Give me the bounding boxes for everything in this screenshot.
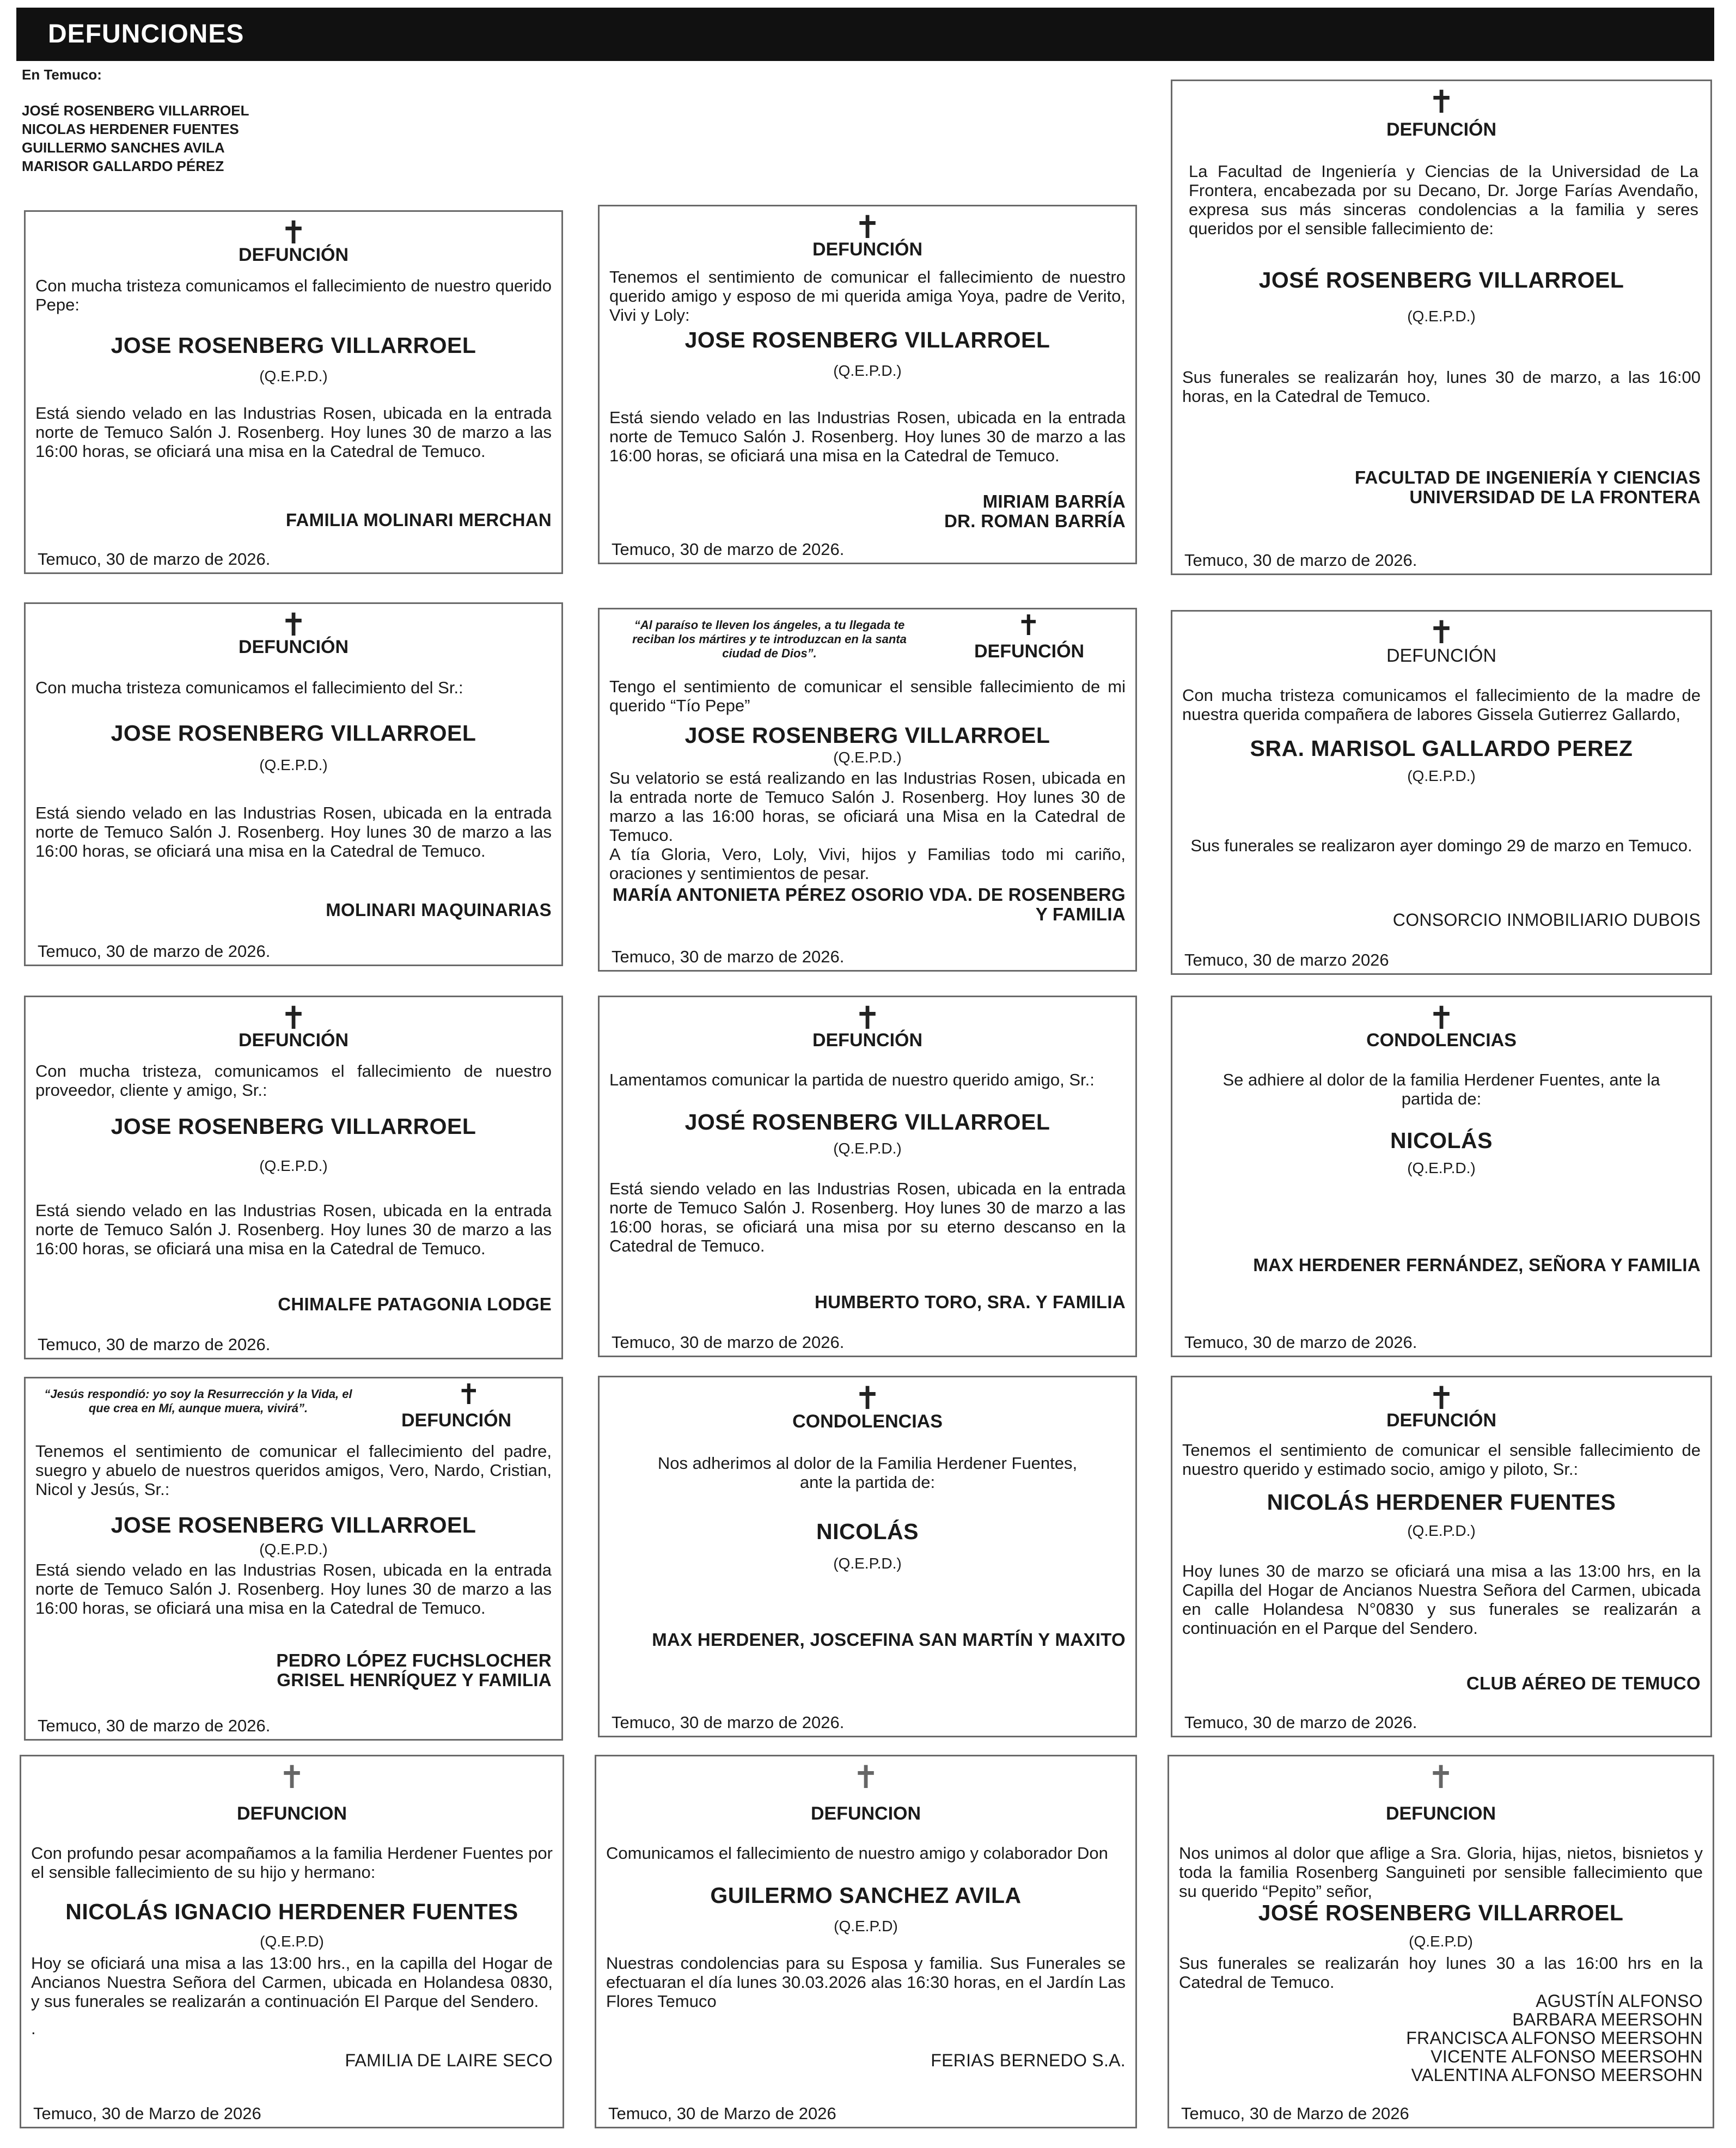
card-intro: Tenemos el sentimiento de comunicar el sensible fallecimiento de nuestro querido y estimado socio, amigo y piloto, Sr.:	[1182, 1441, 1701, 1479]
cross-icon: ✝	[1427, 1759, 1454, 1796]
card-intro: La Facultad de Ingeniería y Ciencias de la Universidad de La Frontera, encabezada por su Decano, Dr. Jorge Farías Avendaño, expresa sus más sinceras condolencias a la familia y seres queridos por el sensible fallecimiento de:	[1189, 162, 1698, 238]
card-heading: CONDOLENCIAS	[792, 1411, 943, 1432]
signer-line: GRISEL HENRÍQUEZ Y FAMILIA	[277, 1670, 552, 1690]
qepd-label: (Q.E.P.D.)	[1407, 308, 1476, 325]
card-body: Nuestras condolencias para su Esposa y familia. Sus Funerales se efectuaran el día lunes 30.03.2026 alas 16:30 horas, en el Jardín Las Flores Temuco	[606, 1954, 1126, 2011]
card-intro: Tenemos el sentimiento de comunicar el fallecimiento de nuestro querido amigo y esposo de mi querida amiga Yoya, padre de Verito, Vivi y Loly:	[609, 267, 1126, 325]
card-body: Hoy lunes 30 de marzo se oficiará una misa a las 13:00 hrs, en la Capilla del Hogar de Ancianos Nuestra Señora del Carmen, ubicada en calle Holandesa N°0830 y sus funerales se realizarán a continuación en el Parque del Sendero.	[1182, 1561, 1701, 1638]
card-intro: Tengo el sentimiento de comunicar el sensible fallecimiento de mi querido “Tío Pepe”	[609, 677, 1126, 715]
card-intro: Con mucha tristeza comunicamos el fallecimiento de la madre de nuestra querida compañera de labores Gissela Gutierrez Gallardo,	[1182, 686, 1701, 724]
deceased-name: SRA. MARISOL GALLARDO PEREZ	[1250, 736, 1633, 761]
signer-line: MOLINARI MAQUINARIAS	[326, 900, 552, 920]
signer-line: VALENTINA ALFONSO MEERSOHN	[1411, 2065, 1703, 2085]
card-signer	[944, 492, 1126, 531]
card-date: Temuco, 30 de marzo de 2026.	[612, 947, 845, 966]
card-signer	[931, 2051, 1126, 2070]
card-body: Sus funerales se realizaron ayer domingo 29 de marzo en Temuco.	[1190, 836, 1692, 855]
obituary-card	[20, 1755, 564, 2128]
cross-icon: ✝	[854, 209, 881, 246]
obituary-card	[24, 1377, 563, 1741]
obituary-card	[1171, 996, 1712, 1357]
card-body: Sus funerales se realizarán hoy, lunes 30 de marzo, a las 16:00 horas, en la Catedral de Temuco.	[1182, 368, 1701, 406]
card-intro: Nos adherimos al dolor de la Familia Herdener Fuentes, ante la partida de:	[657, 1454, 1078, 1492]
card-signer	[326, 900, 552, 920]
signer-line: FAMILIA DE LAIRE SECO	[345, 2051, 553, 2070]
card-heading: DEFUNCIÓN	[401, 1410, 512, 1431]
card-heading: DEFUNCIÓN	[812, 1030, 923, 1051]
card-date: Temuco, 30 de marzo de 2026.	[612, 540, 845, 559]
card-date: Temuco, 30 de marzo de 2026.	[1184, 551, 1417, 570]
card-signer	[276, 1651, 552, 1690]
card-date: Temuco, 30 de marzo de 2026.	[612, 1713, 845, 1732]
qepd-label: (Q.E.P.D.)	[1407, 767, 1476, 784]
deceased-name: JOSE ROSENBERG VILLARROEL	[111, 1512, 476, 1537]
cross-icon: ✝	[457, 1378, 481, 1411]
qepd-label: (Q.E.P.D.)	[1407, 1160, 1476, 1176]
card-body: Está siendo velado en las Industrias Rosen, ubicada en la entrada norte de Temuco Salón J. Rosenberg. Hoy lunes 30 de marzo a las 16:00 horas, se oficiará una misa en la Catedral de Temuco.	[35, 1201, 552, 1258]
obituary-card	[598, 1376, 1137, 1737]
card-signer	[815, 1292, 1126, 1312]
card-date: Temuco, 30 de marzo de 2026.	[38, 1335, 271, 1354]
cross-icon: ✝	[1428, 83, 1455, 120]
header-bar	[16, 8, 1714, 61]
card-intro: Nos unimos al dolor que aflige a Sra. Gloria, hijas, nietos, bisnietos y toda la familia Rosenberg Sanguineti por sensible fallecimiento que su querido “Pepito” señor,	[1179, 1844, 1703, 1901]
obituary-card	[24, 210, 563, 574]
card-intro: Con mucha tristeza comunicamos el fallecimiento del Sr.:	[35, 678, 463, 697]
intro-name: GUILLERMO SANCHES AVILA	[22, 139, 225, 156]
obituary-card	[1171, 610, 1712, 975]
intro-name: NICOLAS HERDENER FUENTES	[22, 121, 239, 137]
card-body: Está siendo velado en las Industrias Rosen, ubicada en la entrada norte de Temuco Salón J. Rosenberg. Hoy lunes 30 de marzo a las 16:00 horas, se oficiará una misa en la Catedral de Temuco.	[35, 803, 552, 861]
signer-line: DR. ROMAN BARRÍA	[944, 511, 1126, 531]
signer-line: Y FAMILIA	[1035, 904, 1126, 924]
card-intro: Se adhiere al dolor de la familia Herdener Fuentes, ante la partida de:	[1222, 1070, 1660, 1108]
card-heading: DEFUNCION	[810, 1803, 921, 1824]
card-heading: DEFUNCIÓN	[238, 1030, 349, 1051]
card-body: Hoy se oficiará una misa a las 13:00 hrs., en la capilla del Hogar de Ancianos Nuestra Señora del Carmen, ubicada en Holandesa 0830, y sus funerales se realizarán a continuación El Parque del Sendero.	[31, 1954, 553, 2011]
card-intro: Comunicamos el fallecimiento de nuestro amigo y colaborador Don	[606, 1844, 1108, 1863]
intro-label: En Temuco:	[22, 66, 102, 83]
card-body: Está siendo velado en las Industrias Rosen, ubicada en la entrada norte de Temuco Salón J. Rosenberg. Hoy lunes 30 de marzo a las 16:00 horas, se oficiará una misa en la Catedral de Temuco.	[35, 1560, 552, 1618]
obituary-card	[595, 1755, 1137, 2128]
qepd-label: (Q.E.P.D.)	[833, 749, 902, 766]
cross-icon: ✝	[854, 999, 881, 1036]
qepd-label: (Q.E.P.D.)	[833, 1140, 902, 1157]
signer-line: FAMILIA MOLINARI MERCHAN	[285, 510, 552, 530]
signer-line: MAX HERDENER FERNÁNDEZ, SEÑORA Y FAMILIA	[1253, 1255, 1701, 1275]
card-body: Está siendo velado en las Industrias Rosen, ubicada en la entrada norte de Temuco Salón J. Rosenberg. Hoy lunes 30 de marzo a las 16:00 horas, se oficiará una misa en la Catedral de Temuco.	[609, 408, 1126, 465]
deceased-name: NICOLÁS	[1390, 1128, 1493, 1153]
card-signer	[345, 2051, 553, 2070]
card-signer	[1253, 1255, 1701, 1275]
deceased-name: JOSE ROSENBERG VILLARROEL	[684, 327, 1050, 352]
signer-line: MARÍA ANTONIETA PÉREZ OSORIO VDA. DE ROSENBERG	[612, 884, 1126, 905]
qepd-label: (Q.E.P.D.)	[833, 1555, 902, 1572]
card-quote: “Jesús respondió: yo soy la Resurrección y la Vida, el que crea en Mí, aunque muera, vivirá”.	[44, 1387, 352, 1415]
signer-line: MAX HERDENER, JOSCEFINA SAN MARTÍN Y MAXITO	[652, 1630, 1126, 1650]
cross-icon: ✝	[280, 999, 307, 1036]
signer-line: UNIVERSIDAD DE LA FRONTERA	[1409, 487, 1701, 507]
card-heading: DEFUNCIÓN	[974, 641, 1085, 662]
card-date: Temuco, 30 de marzo de 2026.	[38, 942, 271, 961]
intro-list	[22, 65, 249, 175]
card-heading: DEFUNCIÓN	[238, 245, 349, 265]
card-body: Está siendo velado en las Industrias Rosen, ubicada en la entrada norte de Temuco Salón J. Rosenberg. Hoy lunes 30 de marzo a las 16:00 horas, se oficiará una misa por su eterno descanso en la Catedral de Temuco.	[609, 1179, 1126, 1255]
obituary-card	[1171, 1376, 1712, 1737]
signer-line: MIRIAM BARRÍA	[982, 491, 1126, 511]
signer-line: PEDRO LÓPEZ FUCHSLOCHER	[276, 1650, 552, 1670]
qepd-label: (Q.E.P.D)	[834, 1918, 898, 1935]
intro-name: JOSÉ ROSENBERG VILLARROEL	[22, 102, 249, 119]
deceased-name: JOSÉ ROSENBERG VILLARROEL	[1258, 1900, 1624, 1925]
cross-icon: ✝	[1428, 999, 1455, 1036]
card-signer	[1355, 468, 1701, 507]
signer-line: CLUB AÉREO DE TEMUCO	[1466, 1673, 1701, 1693]
deceased-name: GUILERMO SANCHEZ AVILA	[710, 1883, 1022, 1908]
card-heading: CONDOLENCIAS	[1366, 1030, 1517, 1051]
deceased-name: JOSÉ ROSENBERG VILLARROEL	[1258, 267, 1624, 292]
card-date: Temuco, 30 de marzo de 2026.	[38, 550, 271, 569]
deceased-name: NICOLÁS HERDENER FUENTES	[1267, 1490, 1616, 1515]
card-intro: Lamentamos comunicar la partida de nuestro querido amigo, Sr.:	[609, 1070, 1095, 1089]
signer-line: CONSORCIO INMOBILIARIO DUBOIS	[1392, 910, 1701, 930]
card-date: Temuco, 30 de Marzo de 2026	[1181, 2104, 1409, 2123]
cross-icon: ✝	[1017, 609, 1041, 642]
card-signer	[1393, 910, 1701, 930]
card-date: Temuco, 30 de marzo 2026	[1184, 950, 1389, 969]
deceased-name: NICOLÁS IGNACIO HERDENER FUENTES	[65, 1899, 518, 1924]
card-date: Temuco, 30 de Marzo de 2026	[33, 2104, 261, 2123]
card-intro: Con mucha tristeza comunicamos el fallecimiento de nuestro querido Pepe:	[35, 276, 552, 314]
card-date: Temuco, 30 de marzo de 2026.	[1184, 1333, 1417, 1352]
signer-line: CHIMALFE PATAGONIA LODGE	[278, 1294, 552, 1314]
qepd-label: (Q.E.P.D.)	[259, 368, 328, 385]
card-date: Temuco, 30 de marzo de 2026.	[1184, 1713, 1417, 1732]
card-heading: DEFUNCIÓN	[1386, 119, 1497, 140]
stray-mark: .	[31, 2019, 36, 2038]
signer-line: FACULTAD DE INGENIERÍA Y CIENCIAS	[1354, 467, 1701, 487]
cross-icon: ✝	[280, 606, 307, 643]
card-body: Está siendo velado en las Industrias Rosen, ubicada en la entrada norte de Temuco Salón J. Rosenberg. Hoy lunes 30 de marzo a las 16:00 horas, se oficiará una misa en la Catedral de Temuco.	[35, 404, 552, 461]
card-heading: DEFUNCIÓN	[812, 239, 923, 260]
card-signer	[652, 1630, 1126, 1650]
card-heading: DEFUNCION	[236, 1803, 347, 1824]
card-date: Temuco, 30 de marzo de 2026.	[612, 1333, 845, 1352]
signer-line: VICENTE ALFONSO MEERSOHN	[1431, 2047, 1703, 2066]
card-intro: Con profundo pesar acompañamos a la familia Herdener Fuentes por el sensible fallecimiento de su hijo y hermano:	[31, 1844, 553, 1882]
cross-icon: ✝	[854, 1380, 881, 1417]
intro-name: MARISOR GALLARDO PÉREZ	[22, 158, 224, 174]
signer-line: FERIAS BERNEDO S.A.	[931, 2051, 1126, 2070]
signer-line: AGUSTÍN ALFONSO	[1536, 1991, 1703, 2011]
cross-icon: ✝	[1428, 614, 1455, 651]
cross-icon: ✝	[852, 1759, 879, 1796]
obituary-card	[24, 602, 563, 966]
card-heading: DEFUNCIÓN	[238, 637, 349, 657]
card-date: Temuco, 30 de Marzo de 2026	[608, 2104, 836, 2123]
obituary-card	[1167, 1755, 1714, 2128]
deceased-name: JOSE ROSENBERG VILLARROEL	[111, 333, 476, 358]
card-signer	[278, 1295, 552, 1314]
obituary-card	[598, 205, 1137, 564]
section-title: DEFUNCIONES	[48, 20, 244, 48]
card-signer	[613, 885, 1126, 924]
card-signer	[1466, 1674, 1701, 1693]
card-intro: Con mucha tristeza, comunicamos el fallecimiento de nuestro proveedor, cliente y amigo, Sr.:	[35, 1061, 552, 1100]
card-heading: DEFUNCIÓN	[1386, 645, 1497, 666]
obituary-card	[598, 996, 1137, 1357]
card-heading: DEFUNCIÓN	[1386, 1410, 1497, 1431]
card-body: Sus funerales se realizarán hoy lunes 30 a las 16:00 hrs en la Catedral de Temuco.	[1179, 1954, 1703, 1992]
card-body: Su velatorio se está realizando en las Industrias Rosen, ubicada en la entrada norte de Temuco Salón J. Rosenberg. Hoy lunes 30 de marzo a las 16:00 horas, se oficiará una Misa en la Catedral de Temuco.	[609, 768, 1126, 845]
cross-icon: ✝	[1428, 1380, 1455, 1417]
deceased-name: JOSE ROSENBERG VILLARROEL	[111, 721, 476, 746]
card-signer	[286, 510, 552, 530]
obituary-card	[598, 608, 1137, 972]
qepd-label: (Q.E.P.D.)	[833, 362, 902, 379]
card-body-extra: A tía Gloria, Vero, Loly, Vivi, hijos y Familias todo mi cariño, oraciones y sentimientos de pesar.	[609, 845, 1126, 883]
qepd-label: (Q.E.P.D.)	[1407, 1522, 1476, 1539]
deceased-name: JOSE ROSENBERG VILLARROEL	[111, 1114, 476, 1139]
qepd-label: (Q.E.P.D.)	[259, 1541, 328, 1558]
card-quote: “Al paraíso te lleven los ángeles, a tu llegada te reciban los mártires y te introduzcan en la santa ciudad de Dios”.	[632, 618, 907, 660]
signer-line: FRANCISCA ALFONSO MEERSOHN	[1406, 2028, 1703, 2048]
qepd-label: (Q.E.P.D)	[260, 1933, 324, 1950]
qepd-label: (Q.E.P.D)	[1409, 1933, 1473, 1950]
deceased-name: NICOLÁS	[816, 1519, 919, 1544]
cross-icon: ✝	[280, 214, 307, 251]
deceased-name: JOSÉ ROSENBERG VILLARROEL	[684, 1109, 1050, 1134]
cross-icon: ✝	[278, 1759, 305, 1796]
deceased-name: JOSE ROSENBERG VILLARROEL	[684, 723, 1050, 748]
qepd-label: (Q.E.P.D.)	[259, 756, 328, 773]
qepd-label: (Q.E.P.D.)	[259, 1157, 328, 1174]
card-intro: Tenemos el sentimiento de comunicar el fallecimiento del padre, suegro y abuelo de nuestros queridos amigos, Vero, Nardo, Cristian, Nicol y Jesús, Sr.:	[35, 1442, 552, 1499]
obituary-card	[24, 996, 563, 1359]
card-signer	[1406, 1992, 1703, 2084]
signer-line: HUMBERTO TORO, SRA. Y FAMILIA	[815, 1292, 1126, 1312]
card-date: Temuco, 30 de marzo de 2026.	[38, 1716, 271, 1735]
obituary-card	[1171, 80, 1712, 575]
card-heading: DEFUNCION	[1385, 1803, 1496, 1824]
signer-line: BARBARA MEERSOHN	[1512, 2010, 1703, 2029]
